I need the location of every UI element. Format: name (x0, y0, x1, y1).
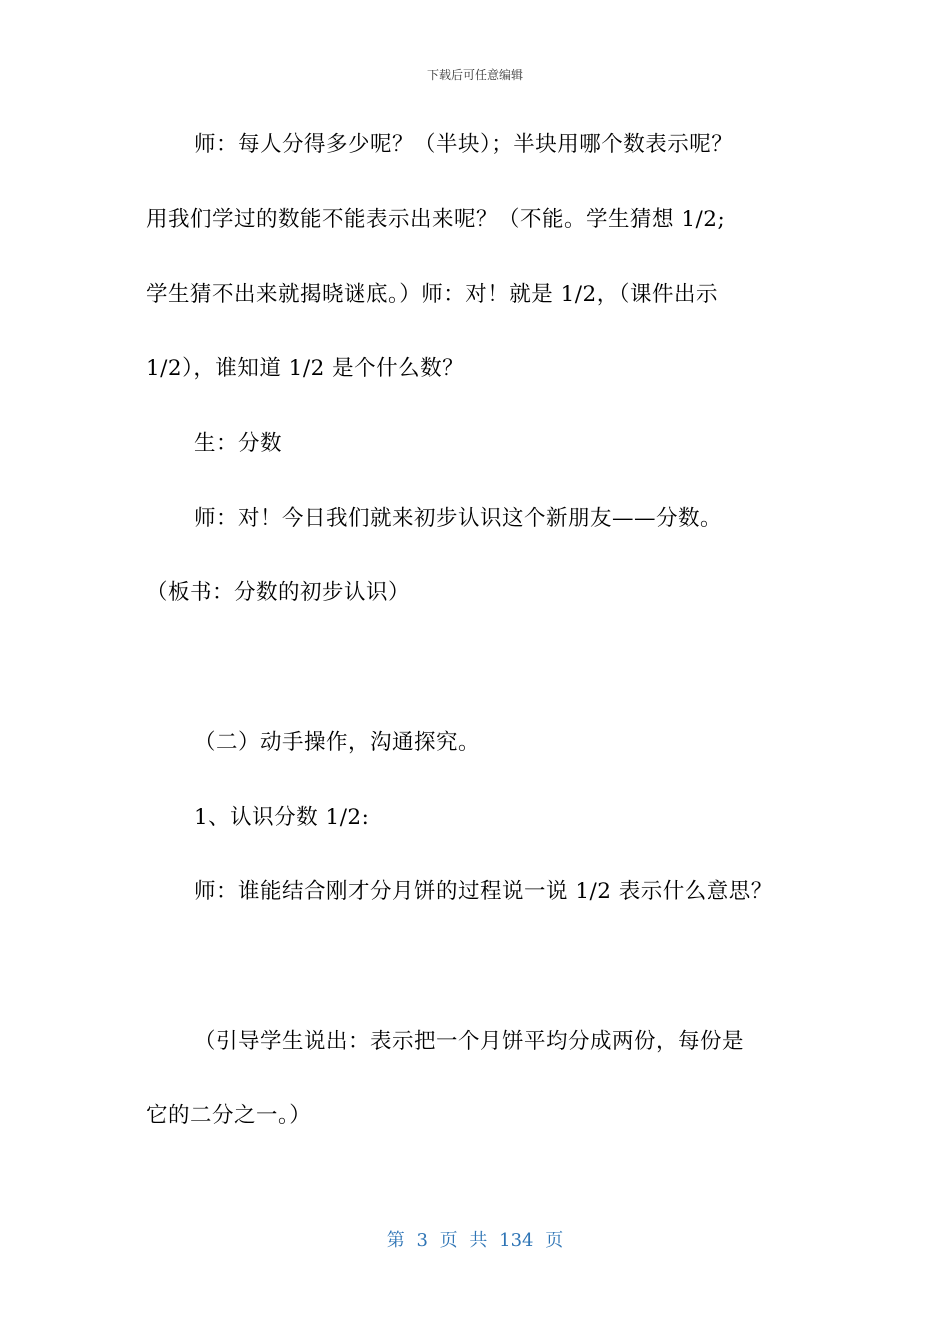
header-note: 下载后可任意编辑 (426, 68, 523, 82)
body-line-12: 它的二分之一。） (146, 1103, 312, 1128)
subsection-heading: 1、认识分数 1/2: (194, 805, 370, 830)
section-heading: （二）动手操作，沟通探究。 (194, 730, 481, 755)
body-line-4: 1/2），谁知道 1/2 是个什么数？ (146, 356, 465, 381)
body-line-7: （板书：分数的初步认识） (146, 580, 411, 605)
body-line-5: 生：分数 (194, 431, 283, 456)
page-number-footer: 第 3 页 共 134 页 (386, 1230, 564, 1251)
body-line-2: 用我们学过的数能不能表示出来呢？（不能。学生猜想 1/2; (146, 207, 726, 232)
body-line-3: 学生猜不出来就揭晓谜底。）师：对！就是 1/2，（课件出示 (146, 282, 718, 307)
body-line-6: 师：对！今日我们就来初步认识这个新朋友——分数。 (194, 506, 723, 531)
body-line-11: （引导学生说出：表示把一个月饼平均分成两份，每份是 (194, 1029, 745, 1054)
body-line-1: 师：每人分得多少呢？（半块）；半块用哪个数表示呢？ (194, 132, 734, 157)
body-line-10: 师：谁能结合刚才分月饼的过程说一说 1/2 表示什么意思？ (194, 879, 773, 904)
